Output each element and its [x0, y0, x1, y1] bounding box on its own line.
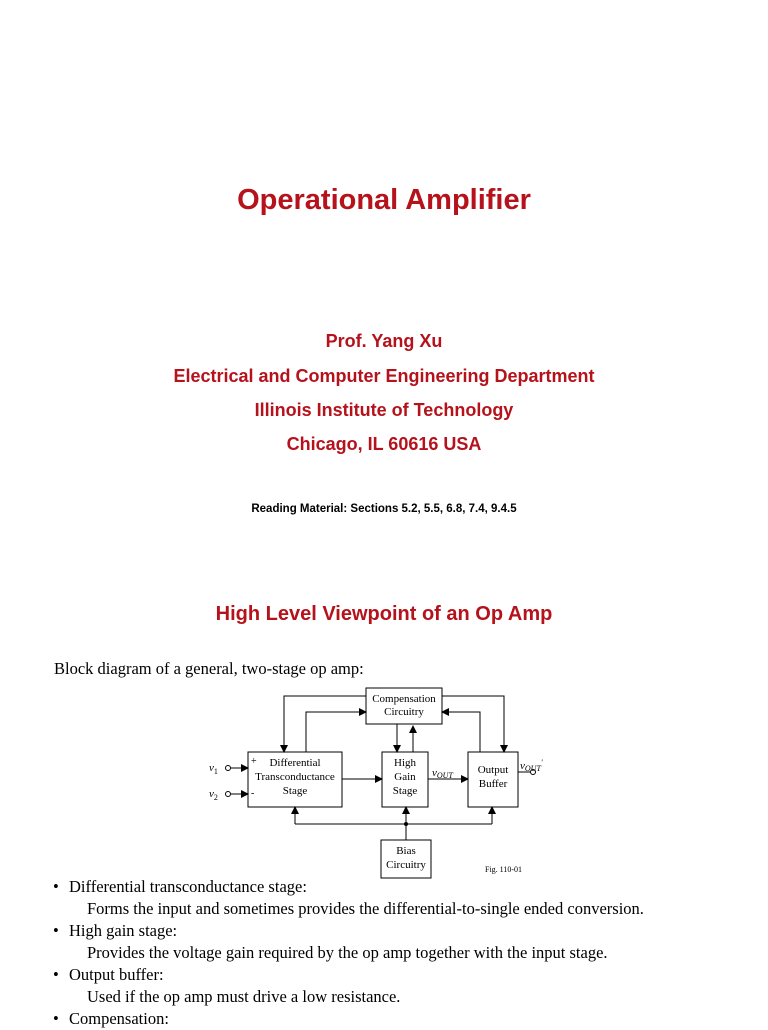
svg-text:Circuitry	[384, 706, 424, 718]
bias-label-2: Circuitry	[386, 859, 426, 871]
author-department: Electrical and Computer Engineering Department	[173, 366, 595, 386]
bullet-desc: Provides the voltage gain required by the op amp together with the input stage.	[87, 943, 608, 962]
bullet-icon: •	[53, 877, 59, 896]
buffer-label-1: Output	[477, 764, 509, 776]
reading-material: Reading Material: Sections 5.2, 5.5, 6.8, 7.4, 9.4.5	[251, 503, 517, 515]
svg-text:High	[394, 757, 417, 769]
slide-title: Operational Amplifier	[237, 184, 531, 216]
bullet-icon: •	[53, 921, 59, 940]
bullet-item	[53, 1008, 753, 1030]
minus-sign: -	[251, 788, 255, 799]
author-location: Chicago, IL 60616 USA	[286, 434, 482, 454]
svg-text:Output	[478, 764, 509, 776]
svg-text:Transconductance	[255, 771, 335, 783]
svg-text:Buffer	[479, 778, 508, 790]
buffer-inner-to-comp	[442, 712, 480, 752]
author-name: Prof. Yang Xu	[325, 331, 443, 351]
svg-text:Gain	[394, 771, 416, 783]
bullet-head: Compensation:	[69, 1009, 169, 1028]
bullet-item	[53, 876, 753, 920]
bullet-head: Differential transconductance stage:	[69, 877, 307, 896]
diff-label-1: Differential	[269, 757, 321, 769]
author-institute: Illinois Institute of Technology	[254, 400, 514, 420]
svg-text:Bias	[396, 845, 416, 857]
svg-text:Circuitry	[386, 859, 426, 871]
figure-label: Fig. 110-01	[485, 865, 523, 874]
plus-sign: +	[251, 756, 257, 767]
buffer-to-comp-line	[442, 696, 504, 752]
diff-label-3: Stage	[282, 785, 308, 797]
bullet-icon: •	[53, 965, 59, 984]
v2-terminal	[226, 792, 231, 797]
bullet-head: Output buffer:	[69, 965, 164, 984]
gain-label-3: Stage	[392, 785, 418, 797]
op-amp-block-diagram	[200, 682, 570, 882]
vout-prime-label: vOUT'	[520, 758, 543, 773]
v1-terminal	[226, 766, 231, 771]
gain-label-2: Gain	[394, 771, 416, 783]
bullet-item	[53, 920, 753, 964]
bias-label-1: Bias	[396, 845, 416, 857]
gain-label-1: High	[394, 757, 416, 769]
v1-label: $v_1$	[209, 762, 218, 776]
bullet-icon: •	[53, 1009, 59, 1028]
bullet-desc: Forms the input and sometimes provides the differential-to-single ended conversion.	[87, 899, 644, 918]
diff-label-2: Transconductance	[255, 771, 335, 783]
svg-text:Stage	[393, 785, 418, 797]
bullet-desc: Used if the op amp must drive a low resistance.	[87, 987, 401, 1006]
diff-to-comp-line	[306, 712, 366, 752]
bullet-item	[53, 964, 753, 1008]
comp-label-1: Compensation	[372, 693, 436, 705]
section-title: High Level Viewpoint of an Op Amp	[215, 603, 553, 625]
buffer-label-2: Buffer	[478, 778, 508, 790]
svg-text:Compensation	[372, 693, 436, 705]
bullet-head: High gain stage:	[69, 921, 178, 940]
vout-label: vOUT	[432, 767, 453, 780]
svg-text:Stage	[283, 785, 308, 797]
bullet-list	[53, 876, 753, 1030]
comp-to-diff-line	[284, 696, 366, 752]
svg-text:Differential	[269, 757, 320, 769]
comp-label-2: Circuitry	[384, 706, 424, 718]
diagram-intro: Block diagram of a general, two-stage op amp:	[54, 659, 364, 678]
v2-label: $v_2$	[209, 788, 218, 802]
